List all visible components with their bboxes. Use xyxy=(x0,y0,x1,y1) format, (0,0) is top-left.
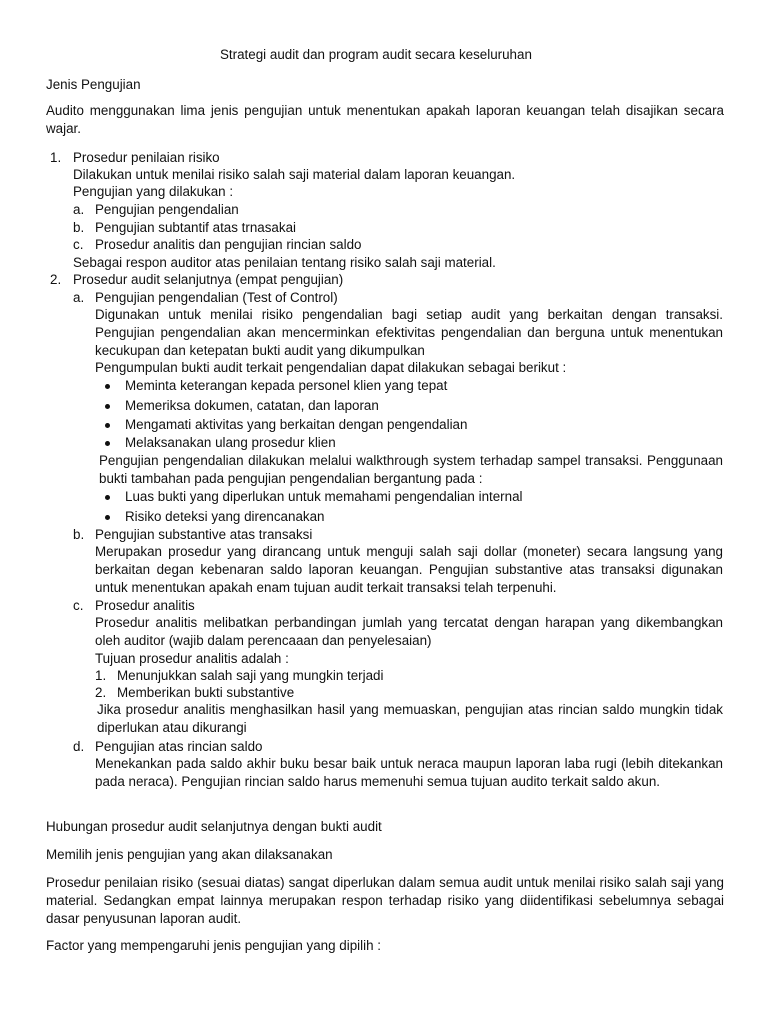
section-2-title: Prosedur audit selanjutnya (empat pengujian) xyxy=(73,272,344,287)
list-item-marker: 1. xyxy=(95,668,107,683)
paragraph-penilaian-risiko: Prosedur penilaian risiko (sesuai diatas) sangat diperlukan dalam semua audit untuk menilai risiko salah saji yang material. Sedangkan empat lainnya merupakan respon terhadap risiko yang diidentifikasi sebelumnya sebagai dasar penyusunan laporan audit. xyxy=(46,875,724,926)
section-1-subheading: Pengujian yang dilakukan : xyxy=(73,184,234,199)
subsection-b-title: Pengujian substantive atas transaksi xyxy=(95,527,313,542)
list-item: Memberikan bukti substantive xyxy=(117,685,295,700)
subsection-c-closing: Jika prosedur analitis menghasilkan hasil yang memuaskan, pengujian atas rincian saldo mungkin tidak diperlukan atau dikurangi xyxy=(97,702,723,735)
subsection-b-paragraph: Merupakan prosedur yang dirancang untuk menguji salah saji dollar (moneter) secara langsung yang berkaitan degan kebenaran saldo laporan keuangan. Pengujian substantive atas transaksi digunakan untuk menentukan apakah enam tujuan audit terkait transaksi telah terpenuhi. xyxy=(95,544,723,595)
list-item-marker: a. xyxy=(73,202,85,217)
subsection-a-marker: a. xyxy=(73,290,85,305)
subsection-c-marker: c. xyxy=(73,598,84,613)
subsection-a-walkthrough: Pengujian pengendalian dilakukan melalui walkthrough system terhadap sampel transaksi. Penggunaan bukti tambahan pada pengujian pengendalian bergantung pada : xyxy=(99,453,723,486)
bullet-item: Melaksanakan ulang prosedur klien xyxy=(125,435,336,450)
section-1-closing: Sebagai respon auditor atas penilaian tentang risiko salah saji material. xyxy=(73,255,496,270)
heading-hubungan: Hubungan prosedur audit selanjutnya dengan bukti audit xyxy=(46,819,382,834)
subsection-a-paragraph: Digunakan untuk menilai risiko pengendalian bagi setiap audit yang berkaitan dengan transaksi. Pengujian pengendalian akan mencerminkan efektivitas pengendalian dan berguna untuk menentukan kecukupan dan ketepatan bukti audit yang dikumpulkan xyxy=(95,307,723,358)
list-item-marker: 2. xyxy=(95,685,107,700)
list-item: Menunjukkan salah saji yang mungkin terjadi xyxy=(117,668,384,683)
list-item-marker: b. xyxy=(73,220,85,235)
bullet-item: Risiko deteksi yang direncanakan xyxy=(125,509,325,524)
bullet-item: Meminta keterangan kepada personel klien yang tepat xyxy=(125,378,448,393)
section-1-description: Dilakukan untuk menilai risiko salah saji material dalam laporan keuangan. xyxy=(73,167,516,182)
heading-jenis-pengujian: Jenis Pengujian xyxy=(46,77,141,92)
document-title: Strategi audit dan program audit secara keseluruhan xyxy=(220,47,532,62)
subsection-d-paragraph: Menekankan pada saldo akhir buku besar baik untuk neraca maupun laporan laba rugi (lebih ditekankan pada neraca). Pengujian rincian saldo harus memenuhi semua tujuan audito terkait saldo akun. xyxy=(95,756,723,789)
heading-factor: Factor yang mempengaruhi jenis pengujian yang dipilih : xyxy=(46,938,381,953)
subsection-a-collect-text: Pengumpulan bukti audit terkait pengendalian dapat dilakukan sebagai berikut : xyxy=(95,360,567,375)
section-2-number: 2. xyxy=(50,272,62,287)
bullet-item: Mengamati aktivitas yang berkaitan dengan pengendalian xyxy=(125,417,468,432)
subsection-c-purpose: Tujuan prosedur analitis adalah : xyxy=(95,651,289,666)
subsection-d-marker: d. xyxy=(73,739,85,754)
subsection-a-title: Pengujian pengendalian (Test of Control) xyxy=(95,290,338,305)
list-item: Pengujian subtantif atas trnasakai xyxy=(95,220,296,235)
section-1-title: Prosedur penilaian risiko xyxy=(73,150,220,165)
section-1-number: 1. xyxy=(50,150,62,165)
heading-memilih: Memilih jenis pengujian yang akan dilaksanakan xyxy=(46,847,333,862)
subsection-b-marker: b. xyxy=(73,527,85,542)
subsection-d-title: Pengujian atas rincian saldo xyxy=(95,739,263,754)
subsection-c-paragraph: Prosedur analitis melibatkan perbandingan jumlah yang tercatat dengan harapan yang dikembangkan oleh auditor (wajib dalam perencaaan dan penyelesaian) xyxy=(95,615,723,648)
list-item: Pengujian pengendalian xyxy=(95,202,239,217)
bullet-item: Luas bukti yang diperlukan untuk memahami pengendalian internal xyxy=(125,489,523,504)
list-item: Prosedur analitis dan pengujian rincian saldo xyxy=(95,237,362,252)
intro-paragraph: Audito menggunakan lima jenis pengujian untuk menentukan apakah laporan keuangan telah disajikan secara wajar. xyxy=(46,103,724,136)
subsection-c-title: Prosedur analitis xyxy=(95,598,195,613)
list-item-marker: c. xyxy=(73,237,84,252)
bullet-item: Memeriksa dokumen, catatan, dan laporan xyxy=(125,398,379,413)
